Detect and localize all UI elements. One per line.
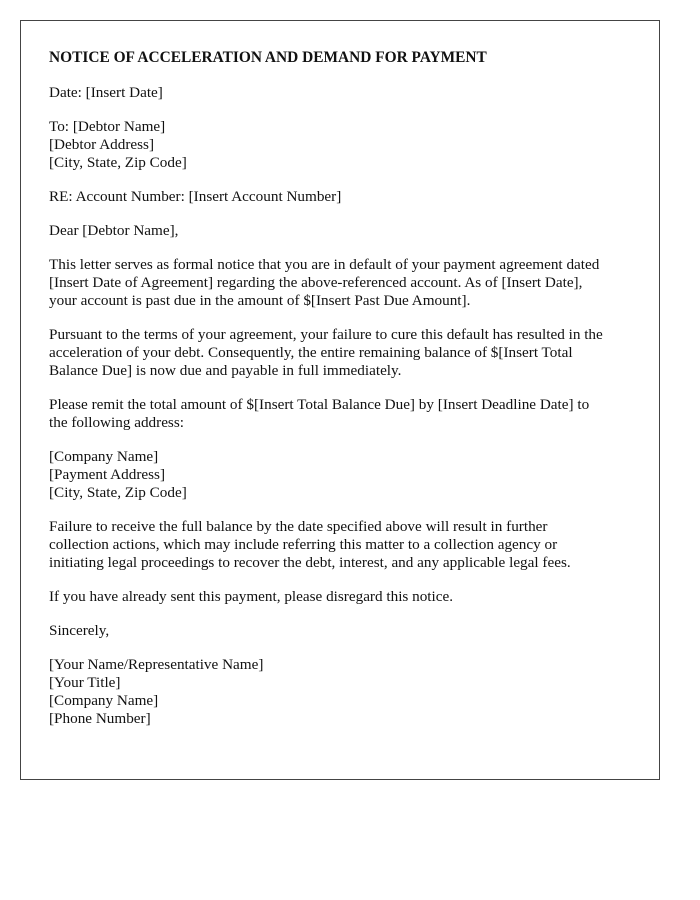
letter-title: NOTICE OF ACCELERATION AND DEMAND FOR PAYMENT (49, 49, 487, 66)
paragraph-line: [Insert Date of Agreement] regarding the above-referenced account. As of [Insert Date], (49, 274, 583, 291)
paragraph-line: your account is past due in the amount of $[Insert Past Due Amount]. (49, 292, 471, 309)
paragraph-line: Please remit the total amount of $[Insert Total Balance Due] by [Insert Deadline Date] to (49, 396, 590, 413)
paragraph-line: acceleration of your debt. Consequently, the entire remaining balance of $[Insert Total (49, 344, 573, 361)
recipient-city-line: [City, State, Zip Code] (49, 154, 187, 171)
signature-company-line: [Company Name] (49, 692, 159, 709)
signature-title-line: [Your Title] (49, 674, 121, 691)
paragraph-line: initiating legal proceedings to recover the debt, interest, and any applicable legal fees. (49, 554, 571, 571)
payment-city-line: [City, State, Zip Code] (49, 484, 187, 501)
payment-address-line: [Payment Address] (49, 466, 165, 483)
signature-block (49, 656, 631, 728)
paragraph-line: collection actions, which may include referring this matter to a collection agency or (49, 536, 558, 553)
paragraph-line: This letter serves as formal notice that you are in default of your payment agreement dated (49, 256, 600, 273)
reference-line: RE: Account Number: [Insert Account Number] (49, 188, 342, 205)
signature-phone-line: [Phone Number] (49, 710, 151, 727)
recipient-address-line: [Debtor Address] (49, 136, 155, 153)
recipient-name-line: To: [Debtor Name] (49, 118, 166, 135)
letter-document (20, 20, 660, 780)
consequences-paragraph (49, 518, 631, 572)
signature-name-line: [Your Name/Representative Name] (49, 656, 264, 673)
salutation: Dear [Debtor Name], (49, 222, 179, 239)
paragraph-line: Failure to receive the full balance by the date specified above will result in further (49, 518, 548, 535)
closing: Sincerely, (49, 622, 110, 639)
date-line: Date: [Insert Date] (49, 84, 163, 101)
paragraph-line: the following address: (49, 414, 184, 431)
recipient-block (49, 118, 631, 172)
disregard-paragraph: If you have already sent this payment, please disregard this notice. (49, 588, 454, 605)
acceleration-paragraph (49, 326, 631, 380)
default-notice-paragraph (49, 256, 631, 310)
remittance-paragraph (49, 396, 631, 432)
paragraph-line: Balance Due] is now due and payable in full immediately. (49, 362, 402, 379)
payment-company-line: [Company Name] (49, 448, 159, 465)
paragraph-line: Pursuant to the terms of your agreement, your failure to cure this default has resulted in the (49, 326, 603, 343)
payment-address-block (49, 448, 631, 502)
